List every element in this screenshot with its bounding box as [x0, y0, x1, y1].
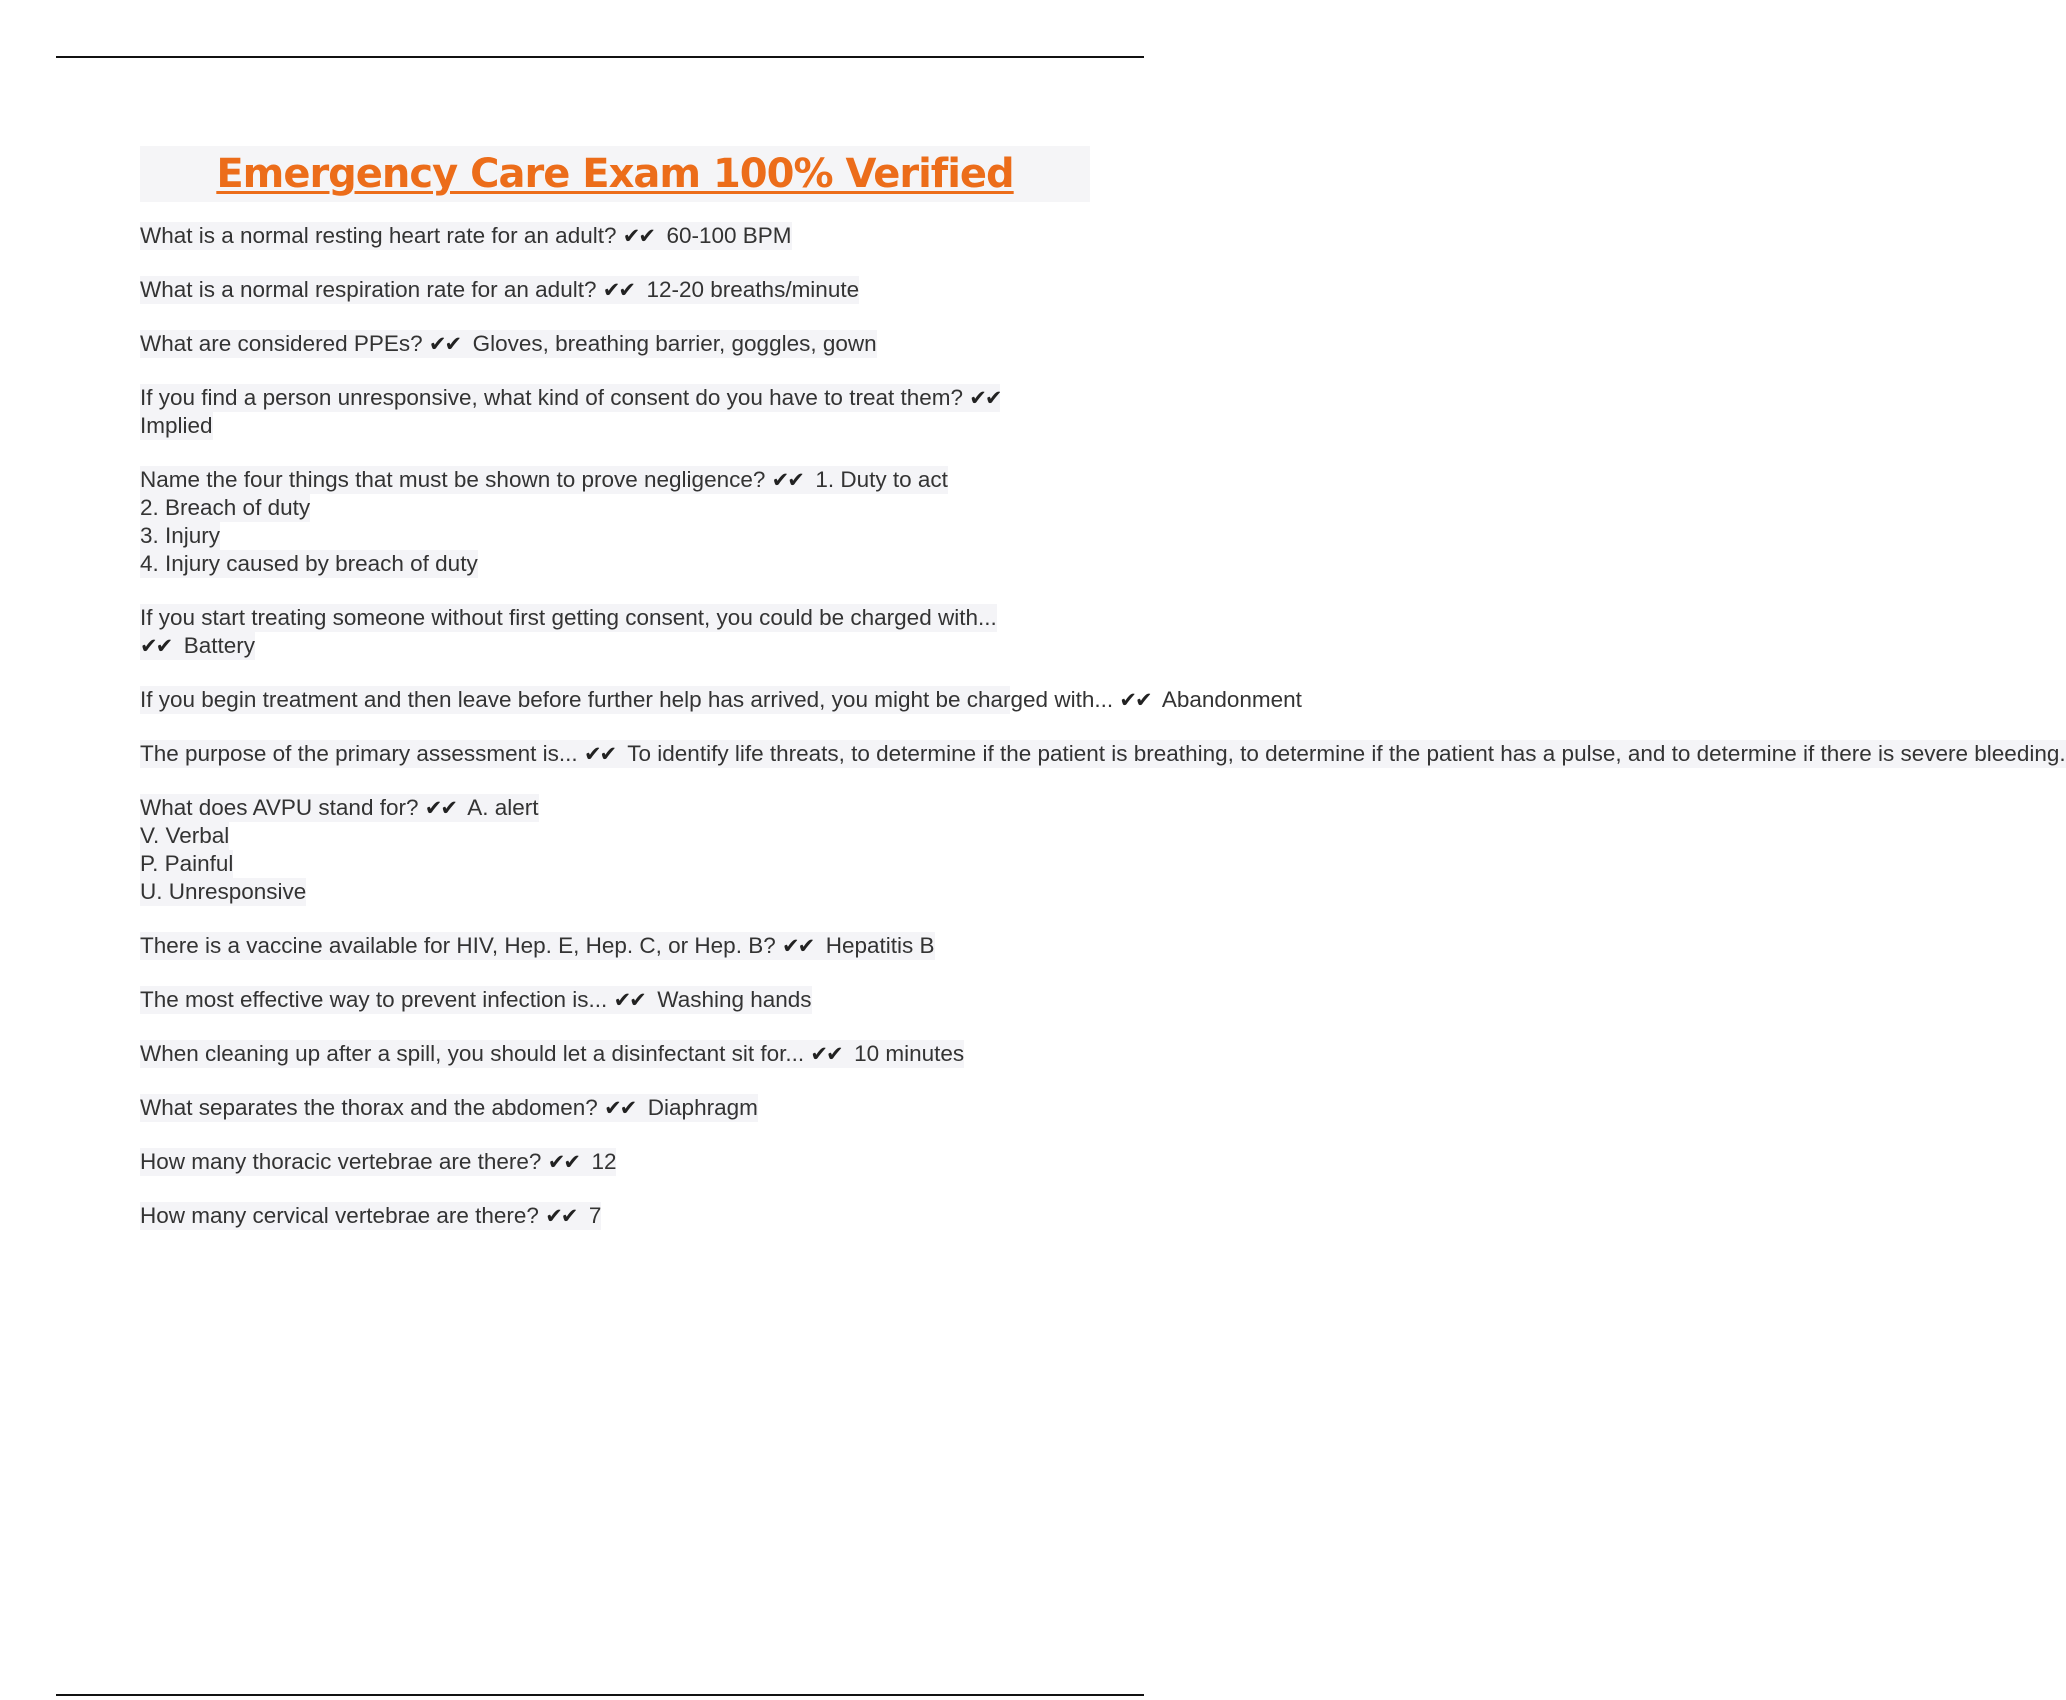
answer-text: A. alert	[467, 795, 539, 820]
qa-item	[140, 384, 1090, 440]
check-mark-icon: ✔✔	[602, 278, 634, 302]
question-text: The purpose of the primary assessment is...	[140, 741, 578, 766]
qa-item	[140, 986, 1090, 1014]
qa-line	[140, 604, 997, 632]
qa-line	[140, 932, 935, 960]
question-text: What is a normal respiration rate for an adult?	[140, 277, 597, 302]
qa-line	[140, 412, 213, 440]
answer-text: To identify life threats, to determine if the patient is breathing, to determine if the patient has a pulse, and to determine if there is severe bleeding.	[627, 741, 2066, 766]
check-mark-icon: ✔✔	[613, 988, 645, 1012]
qa-line	[140, 632, 255, 660]
qa-item	[140, 740, 2066, 768]
answer-continuation: 3. Injury	[140, 523, 221, 548]
document-body	[140, 146, 2066, 1256]
qa-line	[140, 740, 2066, 768]
qa-item	[140, 794, 1090, 906]
question-text: How many cervical vertebrae are there?	[140, 1203, 539, 1228]
qa-item	[140, 604, 1090, 660]
answer-continuation: 4. Injury caused by breach of duty	[140, 551, 478, 576]
check-mark-icon: ✔✔	[771, 468, 803, 492]
question-text: When cleaning up after a spill, you should let a disinfectant sit for...	[140, 1041, 805, 1066]
qa-item	[140, 686, 1302, 714]
check-mark-icon: ✔✔	[424, 796, 456, 820]
qa-line	[140, 986, 812, 1014]
qa-line	[140, 330, 877, 358]
qa-line	[140, 1202, 601, 1230]
question-text: The most effective way to prevent infection is...	[140, 987, 608, 1012]
qa-line	[140, 1148, 616, 1176]
qa-line	[140, 794, 539, 822]
check-mark-icon: ✔✔	[583, 742, 616, 766]
qa-item	[140, 276, 1090, 304]
qa-line	[140, 686, 1302, 714]
page-title: Emergency Care Exam 100% Verified	[216, 151, 1014, 197]
title-banner	[140, 146, 1090, 202]
answer-continuation: V. Verbal	[140, 823, 230, 848]
question-text: If you start treating someone without first getting consent, you could be charged with...	[140, 605, 997, 630]
qa-item	[140, 1202, 1090, 1230]
question-text: If you find a person unresponsive, what kind of consent do you have to treat them?	[140, 385, 964, 410]
qa-line	[140, 276, 859, 304]
qa-line	[140, 1040, 964, 1068]
answer-continuation: U. Unresponsive	[140, 879, 307, 904]
answer-text: Implied	[140, 413, 213, 438]
answer-text: 10 minutes	[854, 1041, 965, 1066]
check-mark-icon: ✔✔	[810, 1042, 842, 1066]
check-mark-icon: ✔✔	[545, 1204, 577, 1228]
answer-text: Battery	[183, 633, 255, 658]
answer-text: 60-100 BPM	[666, 223, 792, 248]
answer-text: Diaphragm	[647, 1095, 758, 1120]
check-mark-icon: ✔✔	[1119, 688, 1151, 712]
answer-text: 12-20 breaths/minute	[646, 277, 860, 302]
question-text: There is a vaccine available for HIV, Hep. E, Hep. C, or Hep. B?	[140, 933, 776, 958]
qa-item	[140, 1094, 1090, 1122]
answer-text: Gloves, breathing barrier, goggles, gown	[472, 331, 877, 356]
question-text: What is a normal resting heart rate for an adult?	[140, 223, 617, 248]
answer-continuation: P. Painful	[140, 851, 234, 876]
footer-rule	[56, 1694, 1144, 1696]
check-mark-icon: ✔✔	[140, 634, 172, 658]
answer-text: Abandonment	[1161, 687, 1302, 712]
question-text: What are considered PPEs?	[140, 331, 423, 356]
answer-text: 12	[591, 1149, 617, 1174]
qa-item	[140, 1040, 1090, 1068]
qa-item	[140, 1148, 1090, 1176]
question-text: What does AVPU stand for?	[140, 795, 419, 820]
answer-text: 7	[588, 1203, 602, 1228]
answer-continuation: 2. Breach of duty	[140, 495, 311, 520]
answer-text: Hepatitis B	[825, 933, 935, 958]
qa-line	[140, 466, 948, 494]
check-mark-icon: ✔✔	[604, 1096, 636, 1120]
check-mark-icon: ✔✔	[547, 1150, 579, 1174]
qa-line	[140, 1094, 758, 1122]
answer-text: 1. Duty to act	[815, 467, 948, 492]
qa-item	[140, 330, 1090, 358]
qa-item	[140, 932, 1090, 960]
qa-line	[140, 384, 1000, 412]
header-rule	[56, 56, 1144, 58]
check-mark-icon: ✔✔	[428, 332, 461, 356]
qa-line	[140, 222, 792, 250]
question-text: If you begin treatment and then leave before further help has arrived, you might be charged with...	[140, 687, 1114, 712]
answer-text: Washing hands	[657, 987, 812, 1012]
question-text: Name the four things that must be shown to prove negligence?	[140, 467, 766, 492]
check-mark-icon: ✔✔	[969, 386, 1001, 410]
check-mark-icon: ✔✔	[622, 224, 654, 248]
qa-item	[140, 222, 1090, 250]
qa-item	[140, 466, 1090, 578]
check-mark-icon: ✔✔	[782, 934, 814, 958]
question-text: How many thoracic vertebrae are there?	[140, 1149, 542, 1174]
question-text: What separates the thorax and the abdomen?	[140, 1095, 598, 1120]
